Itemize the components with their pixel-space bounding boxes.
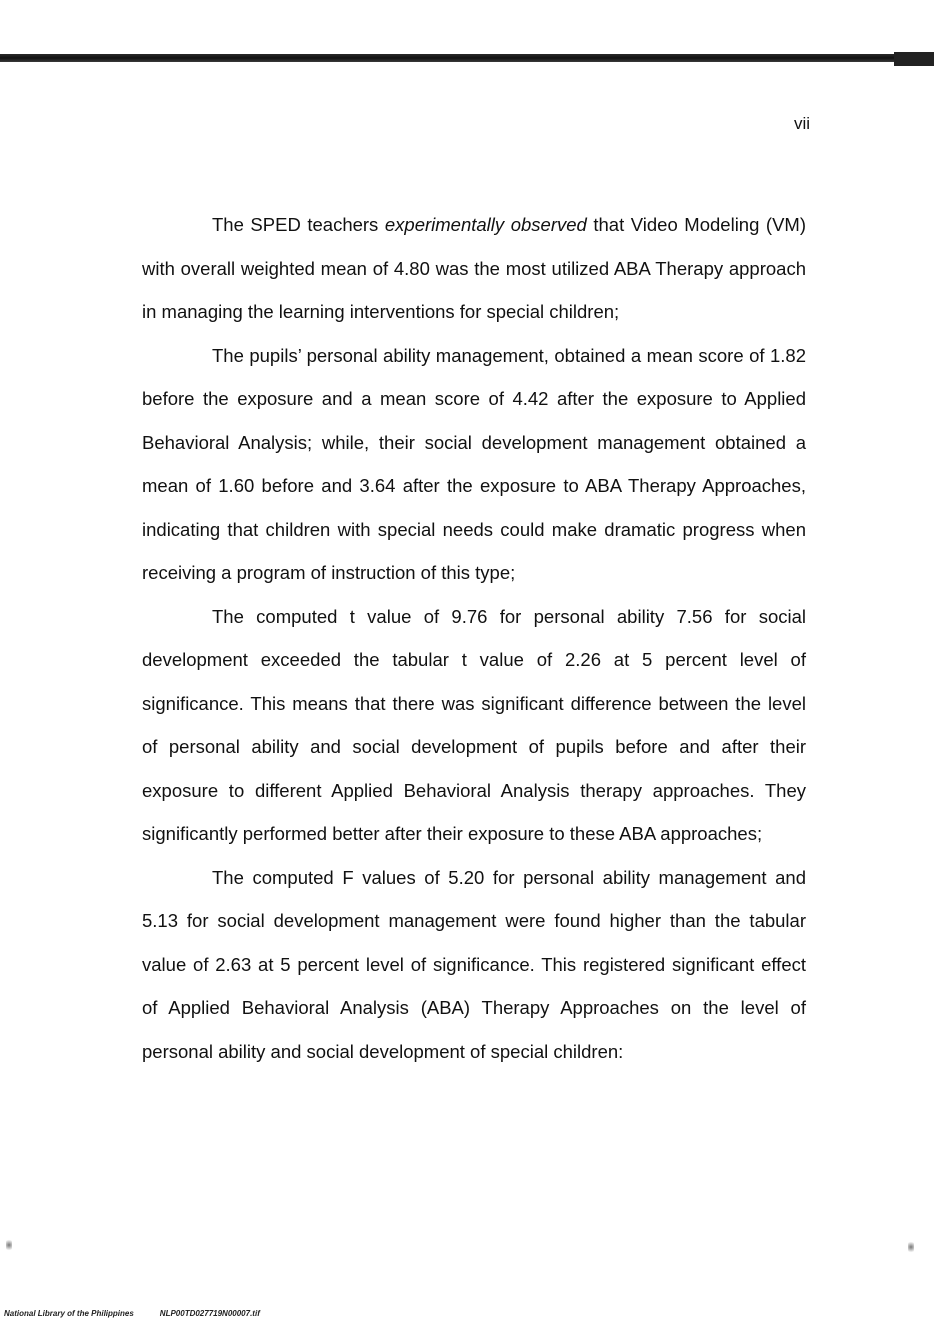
footer [4,1309,260,1318]
scan-speck [6,1238,12,1252]
paragraph-1-emphasis: experimentally observed [384,214,587,235]
paragraph-1 [142,203,806,334]
page-number: vii [793,114,810,133]
paragraph-1-post: that Video Modeling (VM) with overall weighted mean of 4.80 was the most utilized ABA Therapy approach in managing the learning interventions for special children; [142,214,806,322]
scan-border-edge [894,52,934,66]
paragraph-1-pre: The SPED teachers [212,214,385,235]
paragraph-2: The pupils’ personal ability management, obtained a mean score of 1.82 before the exposure and a mean score of 4.42 after the exposure to Applied Behavioral Analysis; while, their social development management obtained a mean of 1.60 before and 3.64 after the exposure to ABA Therapy Approaches, indicating that children with special needs could make dramatic progress when receiving a program of instruction of this type; [142,344,806,583]
footer-library: National Library of the Philippines [4,1309,134,1318]
body-text [142,203,806,1073]
scan-border [0,54,934,62]
scan-speck [908,1240,914,1254]
paragraph-3: The computed t value of 9.76 for personal ability 7.56 for social development exceeded the tabular t value of 2.26 at 5 percent level of significance. This means that there was significant difference between the level of personal ability and social development of pupils before and after their exposure to different Applied Behavioral Analysis therapy approaches. They significantly performed better after their exposure to these ABA approaches; [142,605,806,844]
paragraph-4: The computed F values of 5.20 for personal ability management and 5.13 for social development management were found higher than the tabular value of 2.63 at 5 percent level of significance. This registered significant effect of Applied Behavioral Analysis (ABA) Therapy Approaches on the level of personal ability and social development of special children: [142,866,806,1062]
footer-code: NLP00TD027719N00007.tif [159,1309,260,1318]
